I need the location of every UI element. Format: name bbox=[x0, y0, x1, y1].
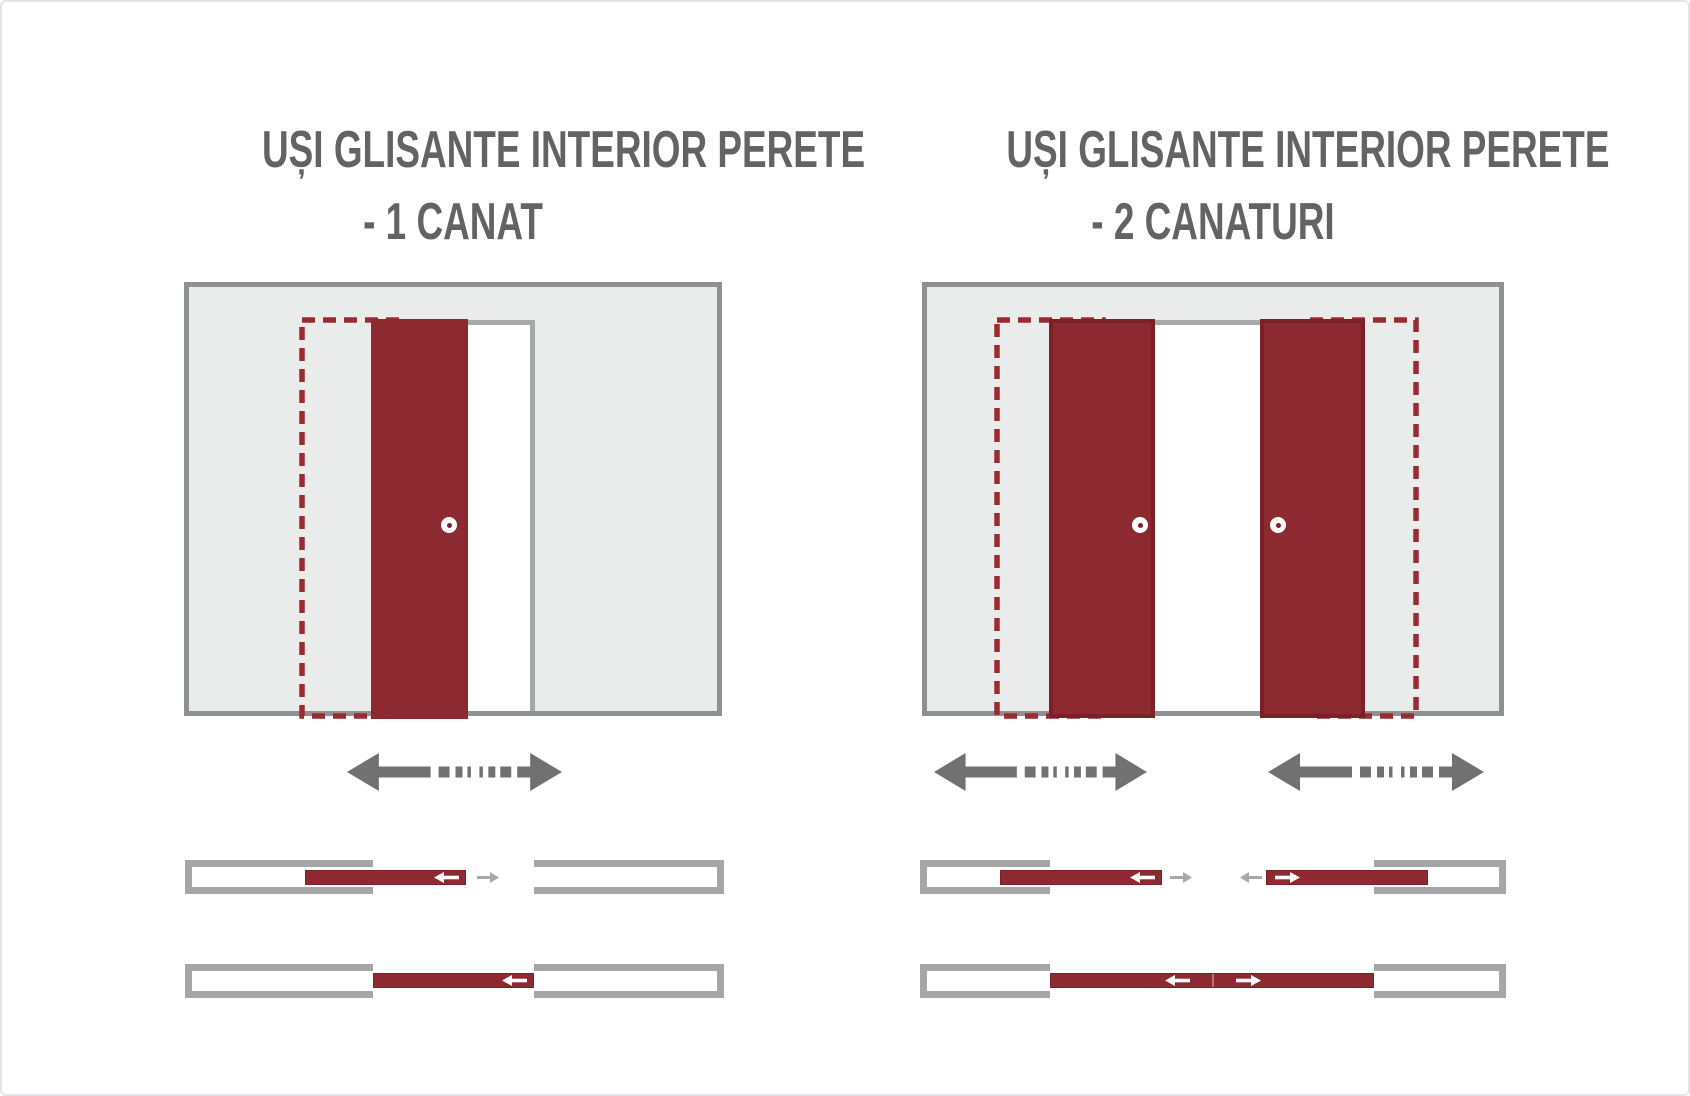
drift-arrow-right-icon bbox=[1170, 871, 1192, 884]
plan-door bbox=[373, 973, 534, 988]
door-motion-arrow-icon bbox=[1165, 975, 1190, 986]
door-motion-arrow-icon bbox=[1130, 872, 1155, 883]
drift-arrow-left-icon bbox=[1240, 871, 1262, 884]
diagram-title-line2: - 1 CANAT bbox=[363, 193, 543, 251]
plan-door-right bbox=[1266, 870, 1428, 885]
plan-door-left bbox=[1000, 870, 1162, 885]
door-opening bbox=[1152, 320, 1263, 711]
slide-direction-arrow-icon bbox=[347, 750, 562, 794]
door-meeting-seam bbox=[1212, 974, 1214, 987]
diagram-title bbox=[262, 114, 866, 258]
door-motion-arrow-icon bbox=[502, 975, 527, 986]
wall-pocket-left bbox=[920, 964, 1050, 998]
drift-arrow-right-icon bbox=[477, 871, 499, 884]
door-handle-icon bbox=[441, 517, 457, 533]
diagram-title-line1: UȘI GLISANTE INTERIOR PERETE bbox=[1006, 121, 1610, 179]
wall-jamb-right bbox=[534, 860, 724, 894]
wall-jamb-right bbox=[534, 964, 724, 998]
diagram-title bbox=[1006, 114, 1610, 258]
door-motion-arrow-icon bbox=[1275, 872, 1300, 883]
slide-direction-arrow-icon bbox=[1268, 750, 1484, 794]
plan-door bbox=[305, 870, 466, 885]
wall-pocket-left bbox=[185, 964, 373, 998]
diagram-title-line2: - 2 CANATURI bbox=[1091, 193, 1335, 251]
diagram-title-line1: UȘI GLISANTE INTERIOR PERETE bbox=[262, 121, 866, 179]
door-motion-arrow-icon bbox=[1236, 975, 1261, 986]
door-handle-icon bbox=[1132, 517, 1148, 533]
door-handle-icon bbox=[1270, 517, 1286, 533]
wall-pocket-right bbox=[1374, 964, 1506, 998]
door-motion-arrow-icon bbox=[434, 872, 459, 883]
slide-direction-arrow-icon bbox=[934, 750, 1147, 794]
plan-door-pair bbox=[1050, 973, 1374, 988]
